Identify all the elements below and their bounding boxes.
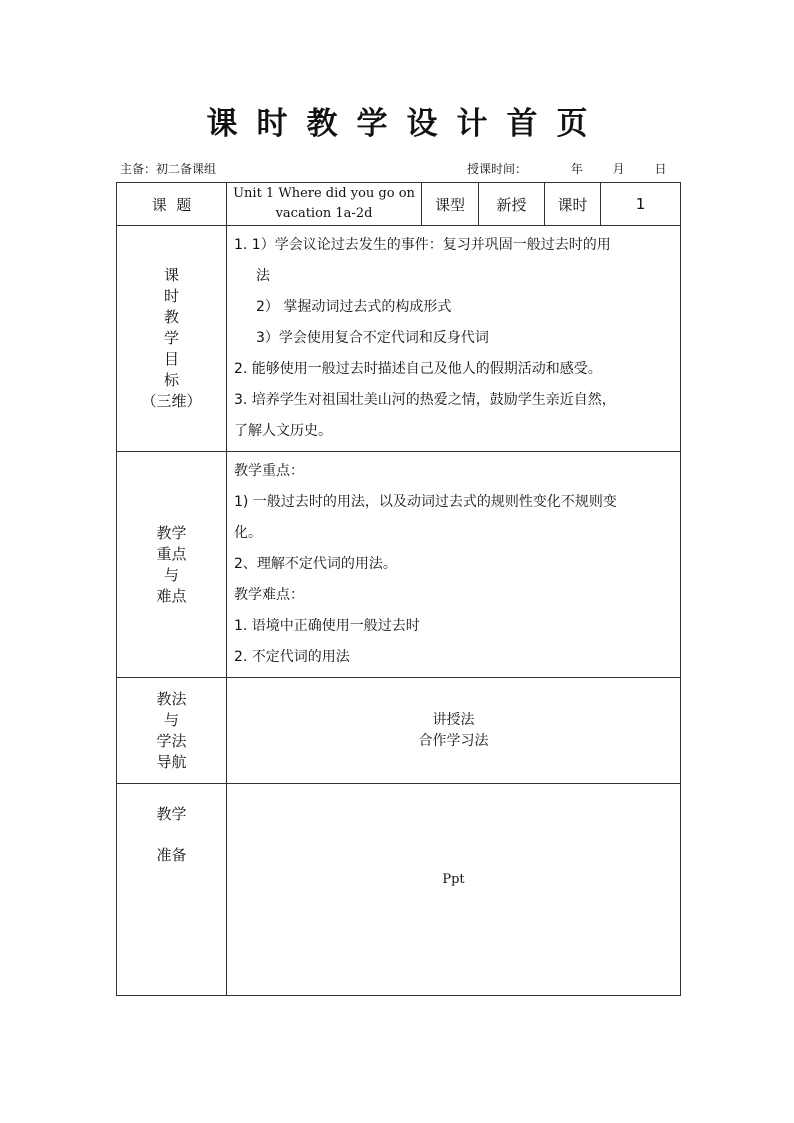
key-point-line: 化。	[234, 525, 262, 541]
key-points-content	[227, 452, 681, 678]
key-point-line: 1) 一般过去时的用法，以及动词过去式的规则性变化不规则变	[234, 494, 617, 510]
day-label: 日	[654, 162, 667, 176]
objectives-label-char: 教	[163, 308, 179, 326]
key-points-label-line: 难点	[156, 586, 187, 605]
objectives-label-char: 学	[163, 329, 179, 347]
page-title: 课时教学设计首页	[206, 106, 607, 142]
preparation-label-line: 教学	[156, 805, 187, 823]
lead-preparer: 主备：初二备课组	[120, 162, 217, 176]
objective-line: 3）学会使用复合不定代词和反身代词	[256, 330, 489, 346]
methods-label-line: 学法	[156, 731, 187, 750]
objectives-label-char: 标	[163, 371, 179, 389]
methods-label-line: 与	[163, 710, 179, 729]
key-point-line: 1. 语境中正确使用一般过去时	[234, 618, 420, 634]
key-points-label-line: 教学	[156, 523, 187, 542]
objectives-label-char: （三维）	[141, 392, 202, 410]
key-points-row	[117, 452, 681, 678]
objectives-label-char: 目	[163, 350, 179, 368]
key-points-label-line: 与	[163, 565, 179, 584]
methods-content	[227, 678, 681, 784]
key-points-label	[117, 452, 227, 678]
preparation-label-line: 准备	[156, 846, 187, 864]
objectives-row	[117, 226, 681, 452]
year-label: 年	[570, 162, 583, 176]
topic-value: Unit 1 Where did you go on vacation 1a-2d	[227, 183, 422, 226]
type-label: 课型	[422, 183, 479, 226]
hours-value: 1	[601, 183, 681, 226]
header-row	[117, 183, 681, 226]
class-date	[467, 160, 667, 177]
key-point-line: 教学重点：	[234, 463, 304, 479]
objectives-label	[117, 226, 227, 452]
methods-row	[117, 678, 681, 784]
preparation-content: Ppt	[227, 784, 681, 996]
objective-line: 3. 培养学生对祖国壮美山河的热爱之情，鼓励学生亲近自然，	[234, 392, 616, 408]
key-point-line: 2. 不定代词的用法	[234, 649, 350, 665]
lesson-plan-table	[116, 182, 681, 996]
month-label: 月	[612, 162, 625, 176]
objective-line: 了解人文历史。	[234, 423, 332, 439]
objectives-content	[227, 226, 681, 452]
objective-line: 法	[256, 268, 270, 284]
objective-line: 2. 能够使用一般过去时描述自己及他人的假期活动和感受。	[234, 361, 602, 377]
objectives-label-char: 课	[163, 266, 179, 284]
preparation-row	[117, 784, 681, 996]
key-point-line: 2、理解不定代词的用法。	[234, 556, 397, 572]
methods-label-line: 导航	[156, 752, 187, 771]
topic-label: 课 题	[117, 183, 227, 226]
method-line: 讲授法	[432, 711, 475, 728]
method-line: 合作学习法	[418, 732, 489, 749]
objectives-label-char: 时	[163, 287, 179, 305]
methods-label	[117, 678, 227, 784]
preparation-label	[117, 784, 227, 996]
date-label: 授课时间：	[467, 162, 528, 176]
objective-line: 2） 掌握动词过去式的构成形式	[256, 299, 452, 315]
key-points-label-line: 重点	[156, 544, 187, 563]
methods-label-line: 教法	[156, 689, 187, 708]
type-value: 新授	[479, 183, 545, 226]
hours-label: 课时	[545, 183, 601, 226]
objective-line: 1. 1）学会议论过去发生的事件：复习并巩固一般过去时的用	[234, 237, 611, 253]
key-point-line: 教学难点：	[234, 587, 304, 603]
